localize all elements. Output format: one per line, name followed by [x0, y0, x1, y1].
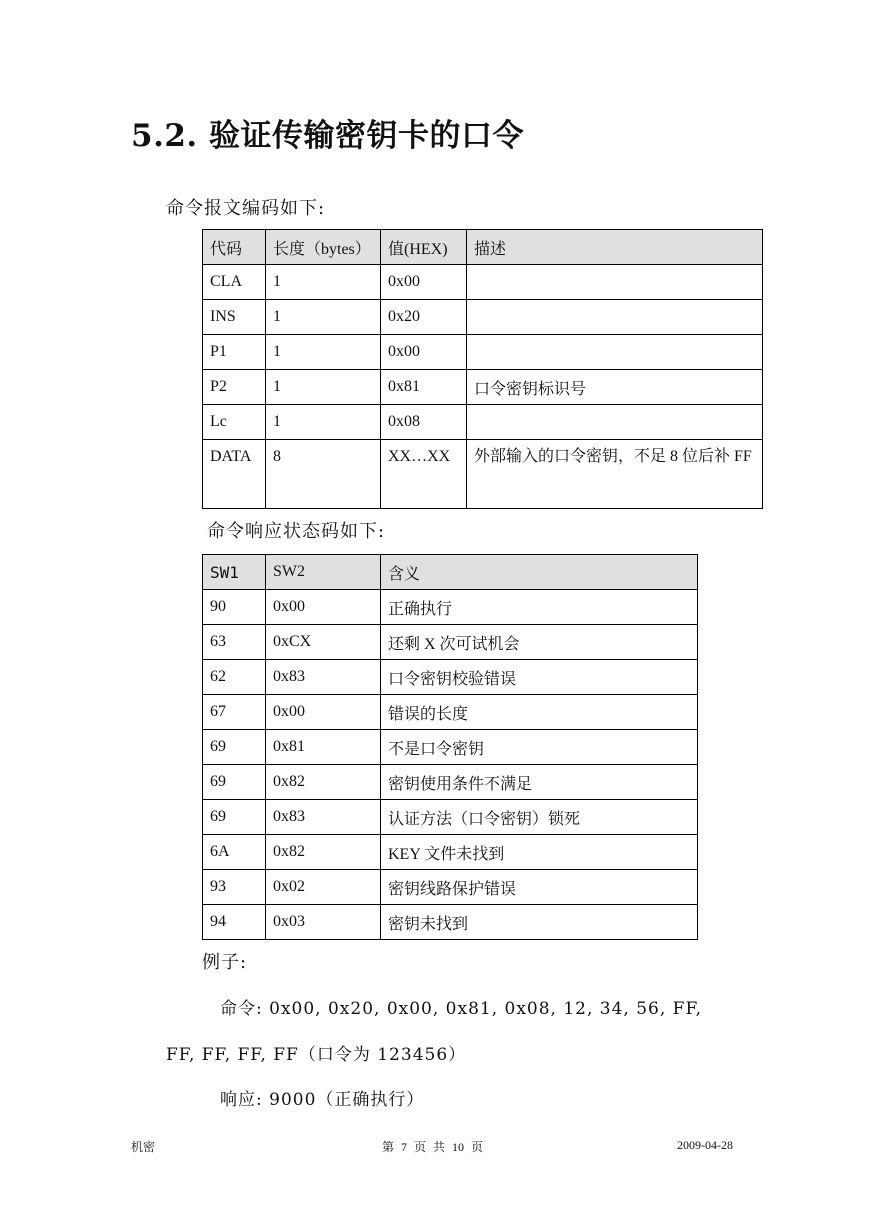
- table-row: [203, 300, 763, 335]
- footer-page-number: 第 7 页 共 10 页: [382, 1140, 484, 1154]
- cell-description: [467, 265, 763, 300]
- response-intro: 命令响应状态码如下:: [207, 521, 386, 542]
- cell-code: INS: [203, 300, 266, 335]
- header-description: 描述: [467, 230, 763, 265]
- header-sw1: SW1: [203, 555, 266, 590]
- table-row: [203, 335, 763, 370]
- response-table: [202, 554, 698, 940]
- cell-meaning: 正确执行: [381, 590, 698, 625]
- table-row: [203, 905, 698, 940]
- cell-meaning: 密钥未找到: [381, 905, 698, 940]
- header-value: 值(HEX): [381, 230, 467, 265]
- cell-sw1: 63: [203, 625, 266, 660]
- cell-sw2: 0x83: [266, 800, 381, 835]
- cell-value: 0x00: [381, 335, 467, 370]
- cell-meaning: 密钥线路保护错误: [381, 870, 698, 905]
- cell-meaning: 密钥使用条件不满足: [381, 765, 698, 800]
- cell-length: 1: [266, 370, 381, 405]
- cell-meaning: 错误的长度: [381, 695, 698, 730]
- command-table: [202, 229, 763, 509]
- cell-sw2: 0x81: [266, 730, 381, 765]
- command-table-header: [203, 230, 763, 265]
- table-row: [203, 370, 763, 405]
- cell-sw2: 0x82: [266, 835, 381, 870]
- table-row: [203, 660, 698, 695]
- cell-value: XX…XX: [381, 440, 467, 509]
- cell-sw1: 6A: [203, 835, 266, 870]
- example-command-line-2: FF, FF, FF, FF（口令为 123456）: [166, 1045, 467, 1065]
- table-row: [203, 835, 698, 870]
- cell-sw2: 0x00: [266, 695, 381, 730]
- example-response: 响应: 9000（正确执行）: [220, 1090, 425, 1110]
- cell-length: 1: [266, 405, 381, 440]
- cell-value: 0x81: [381, 370, 467, 405]
- header-length: 长度（bytes）: [266, 230, 381, 265]
- cell-sw2: 0x82: [266, 765, 381, 800]
- cell-description: 口令密钥标识号: [467, 370, 763, 405]
- cell-meaning: KEY 文件未找到: [381, 835, 698, 870]
- table-row: [203, 405, 763, 440]
- header-code: 代码: [203, 230, 266, 265]
- cell-code: P1: [203, 335, 266, 370]
- table-row: [203, 625, 698, 660]
- table-row: [203, 440, 763, 509]
- table-row: [203, 765, 698, 800]
- response-table-header: [203, 555, 698, 590]
- table-row: [203, 870, 698, 905]
- cell-sw2: 0x00: [266, 590, 381, 625]
- cell-sw2: 0x02: [266, 870, 381, 905]
- cell-sw1: 62: [203, 660, 266, 695]
- cell-length: 1: [266, 265, 381, 300]
- cell-sw2: 0xCX: [266, 625, 381, 660]
- table-row: [203, 590, 698, 625]
- cell-sw1: 93: [203, 870, 266, 905]
- cell-sw2: 0x83: [266, 660, 381, 695]
- cell-meaning: 口令密钥校验错误: [381, 660, 698, 695]
- section-heading: 5.2. 验证传输密钥卡的口令: [131, 118, 525, 154]
- cell-length: 1: [266, 335, 381, 370]
- cell-value: 0x00: [381, 265, 467, 300]
- cell-meaning: 还剩 X 次可试机会: [381, 625, 698, 660]
- header-meaning: 含义: [381, 555, 698, 590]
- cell-sw1: 94: [203, 905, 266, 940]
- cell-length: 8: [266, 440, 381, 509]
- cell-code: CLA: [203, 265, 266, 300]
- cell-meaning: 认证方法（口令密钥）锁死: [381, 800, 698, 835]
- table-row: [203, 730, 698, 765]
- footer-date: 2009-04-28: [677, 1138, 733, 1152]
- cell-sw1: 69: [203, 730, 266, 765]
- cell-length: 1: [266, 300, 381, 335]
- cell-sw1: 67: [203, 695, 266, 730]
- header-sw2: SW2: [266, 555, 381, 590]
- table-row: [203, 695, 698, 730]
- cell-sw1: 90: [203, 590, 266, 625]
- cell-description: [467, 300, 763, 335]
- cell-sw1: 69: [203, 800, 266, 835]
- cell-code: P2: [203, 370, 266, 405]
- table-row: [203, 800, 698, 835]
- cell-value: 0x08: [381, 405, 467, 440]
- cell-sw1: 69: [203, 765, 266, 800]
- cell-sw2: 0x03: [266, 905, 381, 940]
- cell-description: [467, 335, 763, 370]
- cell-code: Lc: [203, 405, 266, 440]
- cell-value: 0x20: [381, 300, 467, 335]
- footer-confidential: 机密: [131, 1140, 156, 1154]
- command-intro: 命令报文编码如下:: [166, 198, 326, 219]
- example-label: 例子:: [202, 952, 248, 973]
- cell-meaning: 不是口令密钥: [381, 730, 698, 765]
- table-row: [203, 265, 763, 300]
- cell-description: 外部输入的口令密钥，不足 8 位后补 FF: [467, 440, 763, 509]
- example-command-line-1: 命令: 0x00, 0x20, 0x00, 0x81, 0x08, 12, 34, 56, FF,: [220, 999, 703, 1019]
- cell-description: [467, 405, 763, 440]
- cell-code: DATA: [203, 440, 266, 509]
